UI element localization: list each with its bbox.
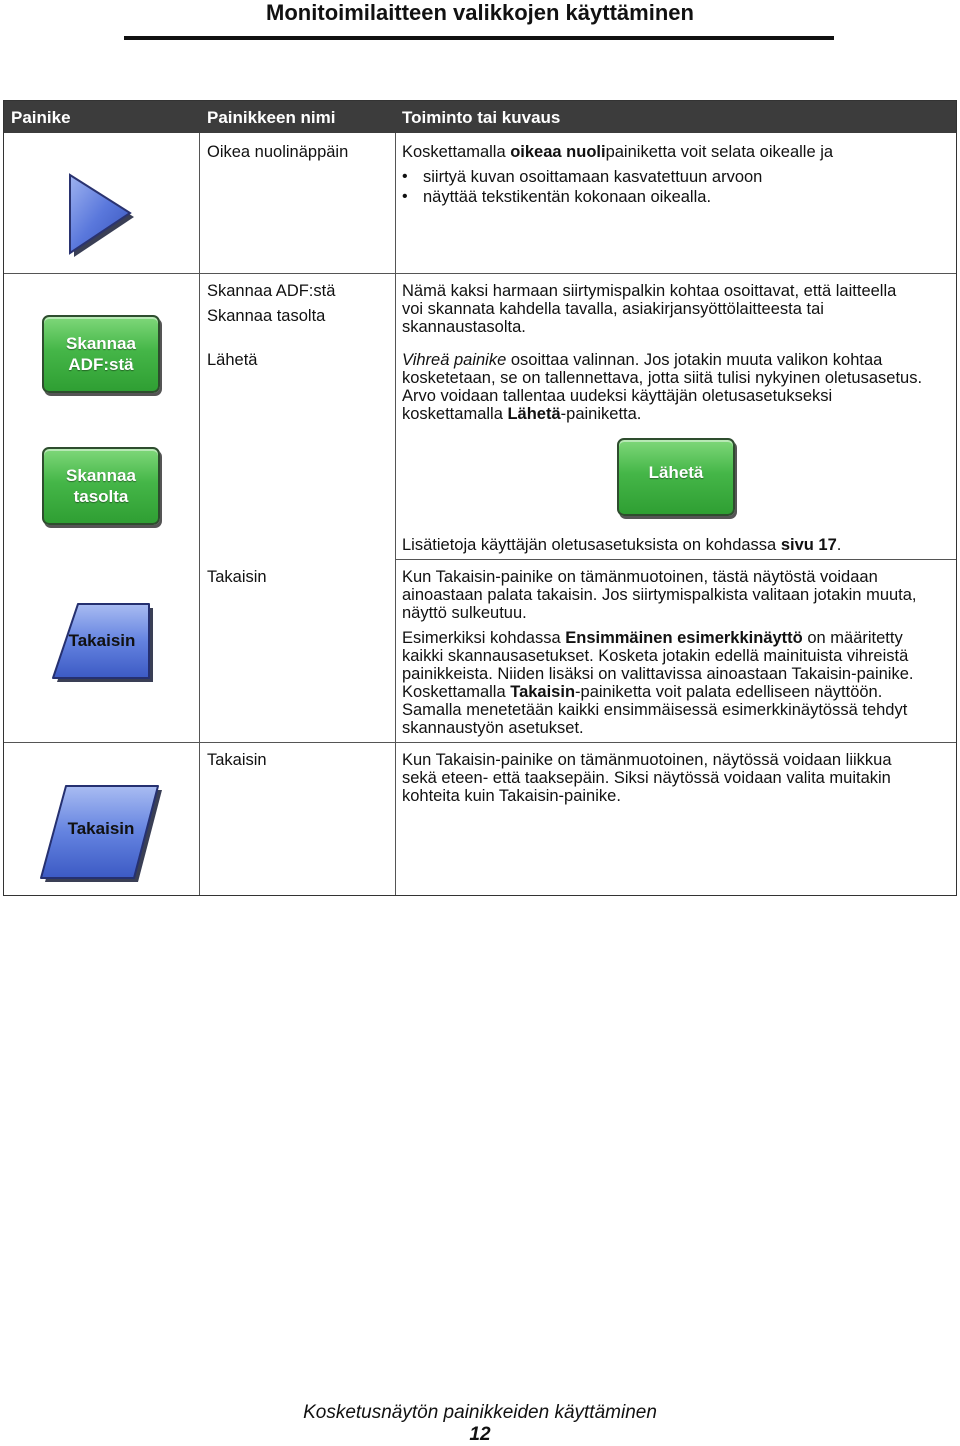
back-button[interactable] [50,601,154,683]
button-table [3,100,957,896]
row3-description-1: Kun Takaisin-painike on tämänmuotoinen, tästä näytöstä voidaan ainoastaan palata takaisin. Jos siirtymispalkista valitaan jotakin muuta, näyttö sulkeutuu. [402,568,917,622]
row2-description-2: Vihreä painike osoittaa valinnan. Jos jotakin muuta valikon kohtaa kosketetaan, se on tallennettava, jotta siitä tulisi nykyinen oletusasetus. Arvo voidaan tallentaa uudeksi käyttäjän oletusasetukseksi koskettamalla Lähetä-painiketta. [402,351,923,423]
right-arrow-icon[interactable] [62,171,136,259]
column-divider [199,133,200,895]
row2-description-3: Lisätietoja käyttäjän oletusasetuksista on kohdassa sivu 17. [402,536,842,554]
footer-title: Kosketusnäytön painikkeiden käyttäminen [303,1402,657,1423]
scan-adf-button[interactable]: Skannaa ADF:stä [42,315,160,393]
row1-name: Oikea nuolinäppäin [207,143,349,161]
header-description: Toiminto tai kuvaus [402,108,561,127]
row4-name: Takaisin [207,751,267,769]
back-button-label: Takaisin [68,631,136,650]
row-divider [4,742,956,743]
row-divider [4,273,956,274]
title-rule [124,36,834,40]
row2-name-send: Lähetä [207,351,258,369]
row1-description: Koskettamalla oikeaa nuolipainiketta voit selata oikealle ja [402,143,834,161]
row2-name-scan-adf: Skannaa ADF:stä [207,282,336,300]
row1-bullet: • siirtyä kuvan osoittamaan kasvatettuun arvoon [423,168,762,186]
row2-description-1: Nämä kaksi harmaan siirtymispalkin kohtaa osoittavat, että laitteella voi skannata kahdella tavalla, asiakirjansyöttölaitteesta tai skannaustasolta. [402,282,897,336]
back-forward-button-label: Takaisin [67,819,135,838]
row1-bullet: • näyttää tekstikentän kokonaan oikealla. [423,188,711,206]
row3-name: Takaisin [207,568,267,586]
header-button-name: Painikkeen nimi [207,108,336,127]
page-number: 12 [469,1424,491,1445]
back-forward-button[interactable] [38,783,164,883]
header-button: Painike [11,108,71,127]
page-title: Monitoimilaitteen valikkojen käyttäminen [266,0,694,25]
send-button[interactable]: Lähetä [617,438,735,516]
row2-name-scan-flatbed: Skannaa tasolta [207,307,326,325]
scan-flatbed-button[interactable]: Skannaa tasolta [42,447,160,525]
table-header [4,101,956,133]
row3-description-2: Esimerkiksi kohdassa Ensimmäinen esimerkkinäyttö on määritetty kaikki skannausasetukset. Kosketa jotakin edellä mainituista vihreistä painikkeista. Niiden lisäksi on valittavissa ainoastaan Takaisin-painike. Koskettamalla Takaisin-painiketta voit palata edelliseen näyttöön. Samalla menetetään kaikki ensimmäisessä esimerkkinäytössä tehdyt skannaustyön asetukset. [402,629,914,737]
row-divider [396,559,956,560]
row4-description: Kun Takaisin-painike on tämänmuotoinen, näytössä voidaan liikkua sekä eteen- että taaksepäin. Siksi näytössä voidaan valita muitakin kohteita kuin Takaisin-painike. [402,751,892,805]
column-divider [395,133,396,895]
